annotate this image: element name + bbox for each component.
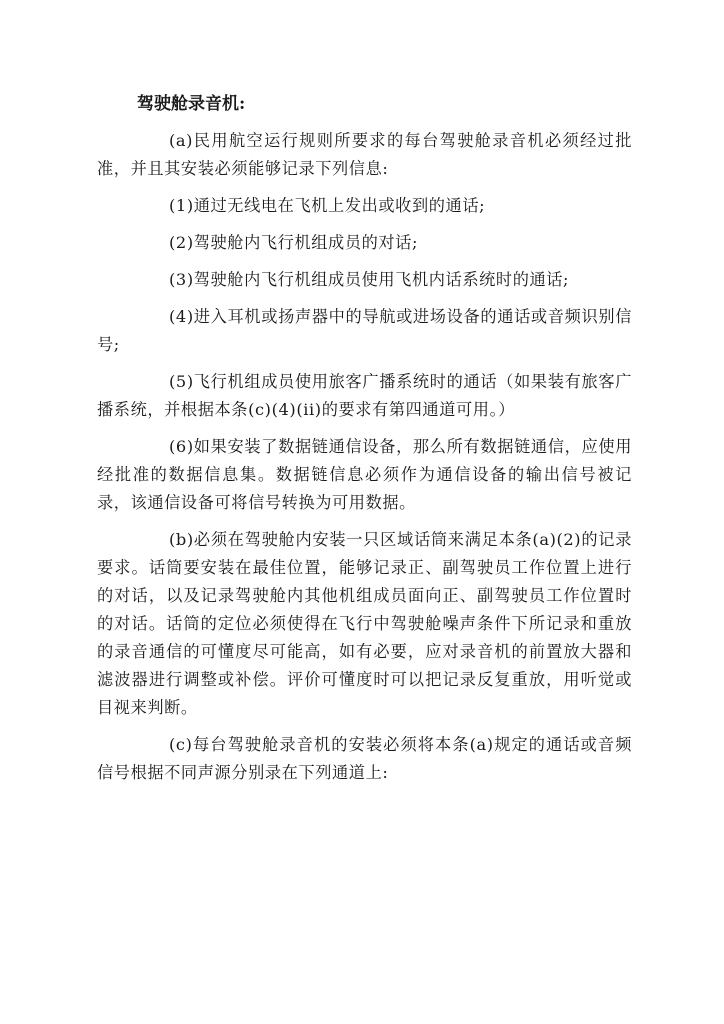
paragraph-a3: (3)驾驶舱内飞行机组成员使用飞机内话系统时的通话; (169, 270, 570, 289)
paragraph-a6: (6)如果安装了数据链通信设备，那么所有数据链通信，应使用经批准的数据信息集。数据链信息必须作为通信设备的输出信号被记录，该通信设备可将信号转换为可用数据。 (97, 437, 632, 512)
paragraph-b: (b)必须在驾驶舱内安装一只区域话筒来满足本条(a)(2)的记录要求。话筒要安装在最佳位置，能够记录正、副驾驶员工作位置上进行的对话，以及记录驾驶舱内其他机组成员面向正、副驾驶员工作位置时的对话。话筒的定位必须使得在飞行中驾驶舱噪声条件下所记录和重放的录音通信的可懂度尽可能高，如有必要，应对录音机的前置放大器和滤波器进行调整或补偿。评价可懂度时可以把记录反复重放，用听觉或目视来判断。 (97, 530, 632, 717)
paragraph-a2: (2)驾驶舱内飞行机组成员的对话; (169, 233, 419, 252)
paragraph-a1: (1)通过无线电在飞机上发出或收到的通话; (169, 196, 486, 215)
paragraph-a4: (4)进入耳机或扬声器中的导航或进场设备的通话或音频识别信号; (97, 307, 632, 354)
paragraph-c: (c)每台驾驶舱录音机的安装必须将本条(a)规定的通话或音频信号根据不同声源分别录在下列通道上: (97, 735, 632, 782)
section-heading: 驾驶舱录音机: (137, 94, 246, 114)
paragraph-a: (a)民用航空运行规则所要求的每台驾驶舱录音机必须经过批准，并且其安装必须能够记录下列信息: (97, 131, 632, 178)
paragraph-a5: (5)飞行机组成员使用旅客广播系统时的通话（如果装有旅客广播系统，并根据本条(c)(4)(ii)的要求有第四通道可用。） (97, 372, 632, 419)
